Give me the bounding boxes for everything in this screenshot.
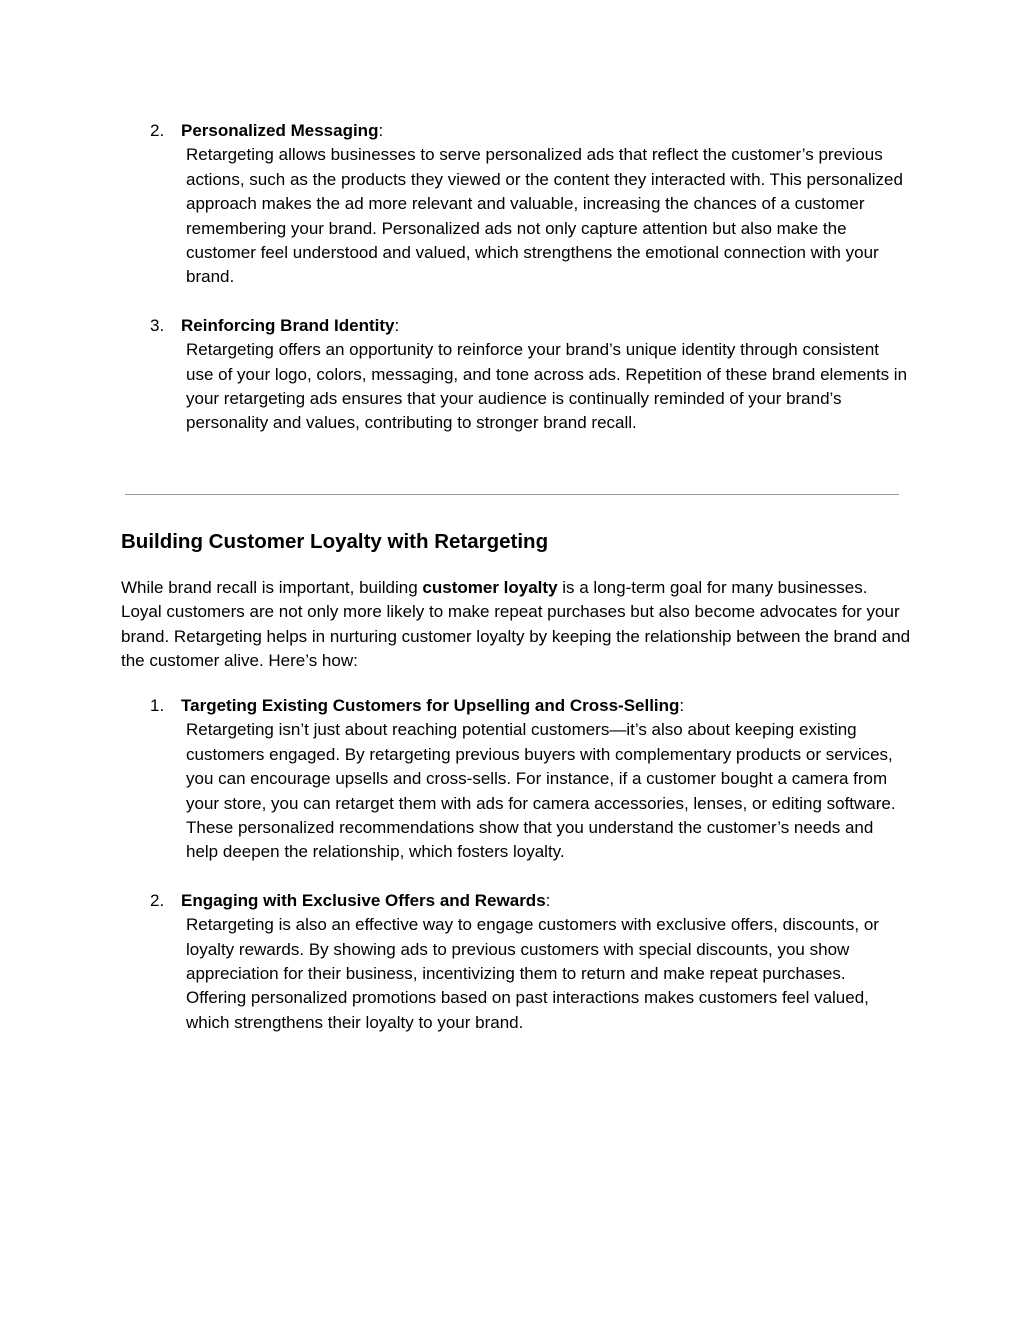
- list-item-personalized-messaging: [120, 119, 910, 290]
- list-item-number: 2.: [150, 890, 165, 910]
- intro-paragraph: [121, 576, 911, 674]
- list-item-number: 3.: [150, 315, 165, 335]
- list-item-colon: :: [394, 315, 400, 335]
- top-numbered-list: [120, 119, 910, 436]
- list-item-colon: :: [545, 890, 551, 910]
- list-item-upselling-cross-selling: [120, 694, 910, 865]
- intro-text-before: While brand recall is important, building: [121, 578, 423, 597]
- list-item-title: Reinforcing Brand Identity: [181, 315, 395, 335]
- bottom-numbered-list: [120, 694, 910, 1035]
- list-item-description: Retargeting is also an effective way to engage customers with exclusive offers, discounts, or loyalty rewards. By showing ads to previous customers with special discounts, you show appreciation for their business, incentivizing them to return and make repeat purchases. Offering personalized promotions based on past interactions makes customers feel valued, which strengthens their loyalty to your brand.: [186, 915, 879, 1032]
- section-heading: Building Customer Loyalty with Retargeting: [121, 530, 549, 553]
- list-item-number: 1.: [150, 696, 165, 715]
- list-item-reinforcing-brand-identity: [120, 314, 910, 436]
- intro-text-after: is a long-term goal for many businesses. Loyal customers are not only more likely to make repeat purchases but also become advocates for your brand. Retargeting helps in nurturing customer loyalty by keeping the relationship between the brand and the customer alive. Here’s how:: [121, 578, 911, 671]
- list-item-description: Retargeting allows businesses to serve personalized ads that reflect the customer’s previous actions, such as the products they viewed or the content they interacted with. This personalized approach makes the ad more relevant and valuable, increasing the chances of a customer remembering your brand. Personalized ads not only capture attention but also make the customer feel understood and valued, which strengthens the emotional connection with your brand.: [186, 145, 903, 287]
- list-item-number: 2.: [150, 121, 165, 140]
- list-item-colon: :: [378, 121, 384, 140]
- list-item-title: Personalized Messaging: [181, 121, 379, 140]
- list-item-colon: :: [679, 696, 685, 715]
- intro-text-bold: customer loyalty: [422, 578, 558, 597]
- list-item-description: Retargeting offers an opportunity to reinforce your brand’s unique identity through consistent use of your logo, colors, messaging, and tone across ads. Repetition of these brand elements in your retargeting ads ensures that your audience is continually reminded of your brand’s personality and values, contributing to stronger brand recall.: [186, 340, 908, 433]
- list-item-description: Retargeting isn’t just about reaching potential customers—it’s also about keeping existing customers engaged. By retargeting previous buyers with complementary products or services, you can encourage upsells and cross-sells. For instance, if a customer bought a camera from your store, you can retarget them with ads for camera accessories, lenses, or editing software. These personalized recommendations show that you understand the customer’s needs and help deepen the relationship, which fosters loyalty.: [186, 720, 896, 862]
- list-item-title: Targeting Existing Customers for Upselling and Cross-Selling: [181, 696, 680, 715]
- list-item-title: Engaging with Exclusive Offers and Rewards: [181, 890, 546, 910]
- list-item-exclusive-offers-rewards: [120, 889, 910, 1035]
- section-divider: [125, 494, 899, 495]
